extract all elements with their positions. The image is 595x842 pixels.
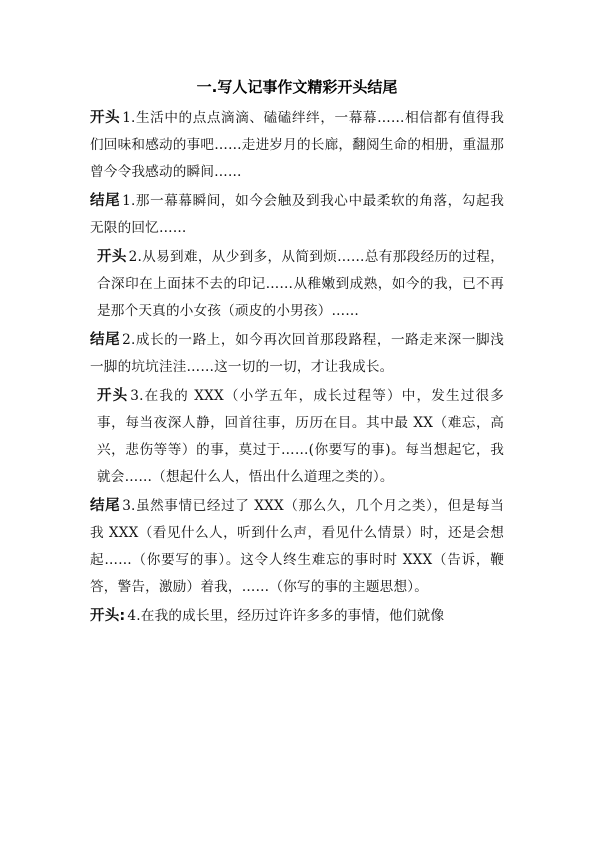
paragraph-label: 结尾 — [90, 193, 121, 209]
paragraph-text: 2.从易到难，从少到多，从简到烦……总有那段经历的过程，合深印在上面抹不去的印记……从稚嫩到成熟，如今的我，已不再是那个天真的小女孩（顽皮的小男孩）…… — [97, 249, 504, 319]
page-title: 一.写人记事作文精彩开头结尾 — [196, 78, 398, 96]
paragraph-ending-2 — [90, 327, 504, 381]
paragraph-opening-2 — [90, 244, 504, 325]
paragraph-opening-1 — [90, 105, 504, 186]
paragraph-label: 结尾 — [90, 332, 121, 348]
paragraph-opening-4 — [90, 603, 504, 630]
paragraph-label: 开头 — [97, 249, 127, 265]
paragraph-text: 4.在我的成长里，经历过许许多多的事情，他们就像 — [127, 608, 445, 624]
paragraph-label: 开头 — [97, 388, 129, 404]
paragraph-text: 1.那一幕幕瞬间，如今会触及到我心中最柔软的角落，勾起我无限的回忆…… — [90, 193, 504, 236]
paragraph-label: 开头 — [90, 110, 121, 126]
paragraph-opening-3 — [90, 383, 504, 491]
paragraph-text: 2.成长的一路上，如今再次回首那段路程，一路走来深一脚浅一脚的坑坑洼洼……这一切的一切，才让我成长。 — [90, 332, 504, 375]
paragraph-label: 结尾 — [90, 498, 121, 514]
paragraph-ending-3 — [90, 493, 504, 601]
paragraph-ending-1 — [90, 188, 504, 242]
paragraph-text: 3.在我的 XXX（小学五年，成长过程等）中，发生过很多事，每当夜深人静，回首往事，历历在目。其中最 XX（难忘，高兴，悲伤等等）的事，莫过于……(你要写的事)。每当想起它，我就会……（想起什么人，悟出什么道理之类的）。 — [97, 388, 504, 485]
paragraph-text: 3.虽然事情已经过了 XXX（那么久，几个月之类），但是每当我 XXX（看见什么人，听到什么声，看见什么情景）时，还是会想起……（你要写的事）。这令人终生难忘的事时时 XXX（告诉，鞭答，警告，激励）着我，……（你写的事的主题思想）。 — [90, 498, 504, 595]
document-content — [90, 73, 504, 632]
paragraph-text: 1.生活中的点点滴滴、磕磕绊绊，一幕幕……相信都有值得我们回味和感动的事吧……走进岁月的长廊，翻阅生命的相册，重温那曾今令我感动的瞬间…… — [90, 110, 504, 180]
paragraph-label: 开头: — [90, 608, 126, 624]
